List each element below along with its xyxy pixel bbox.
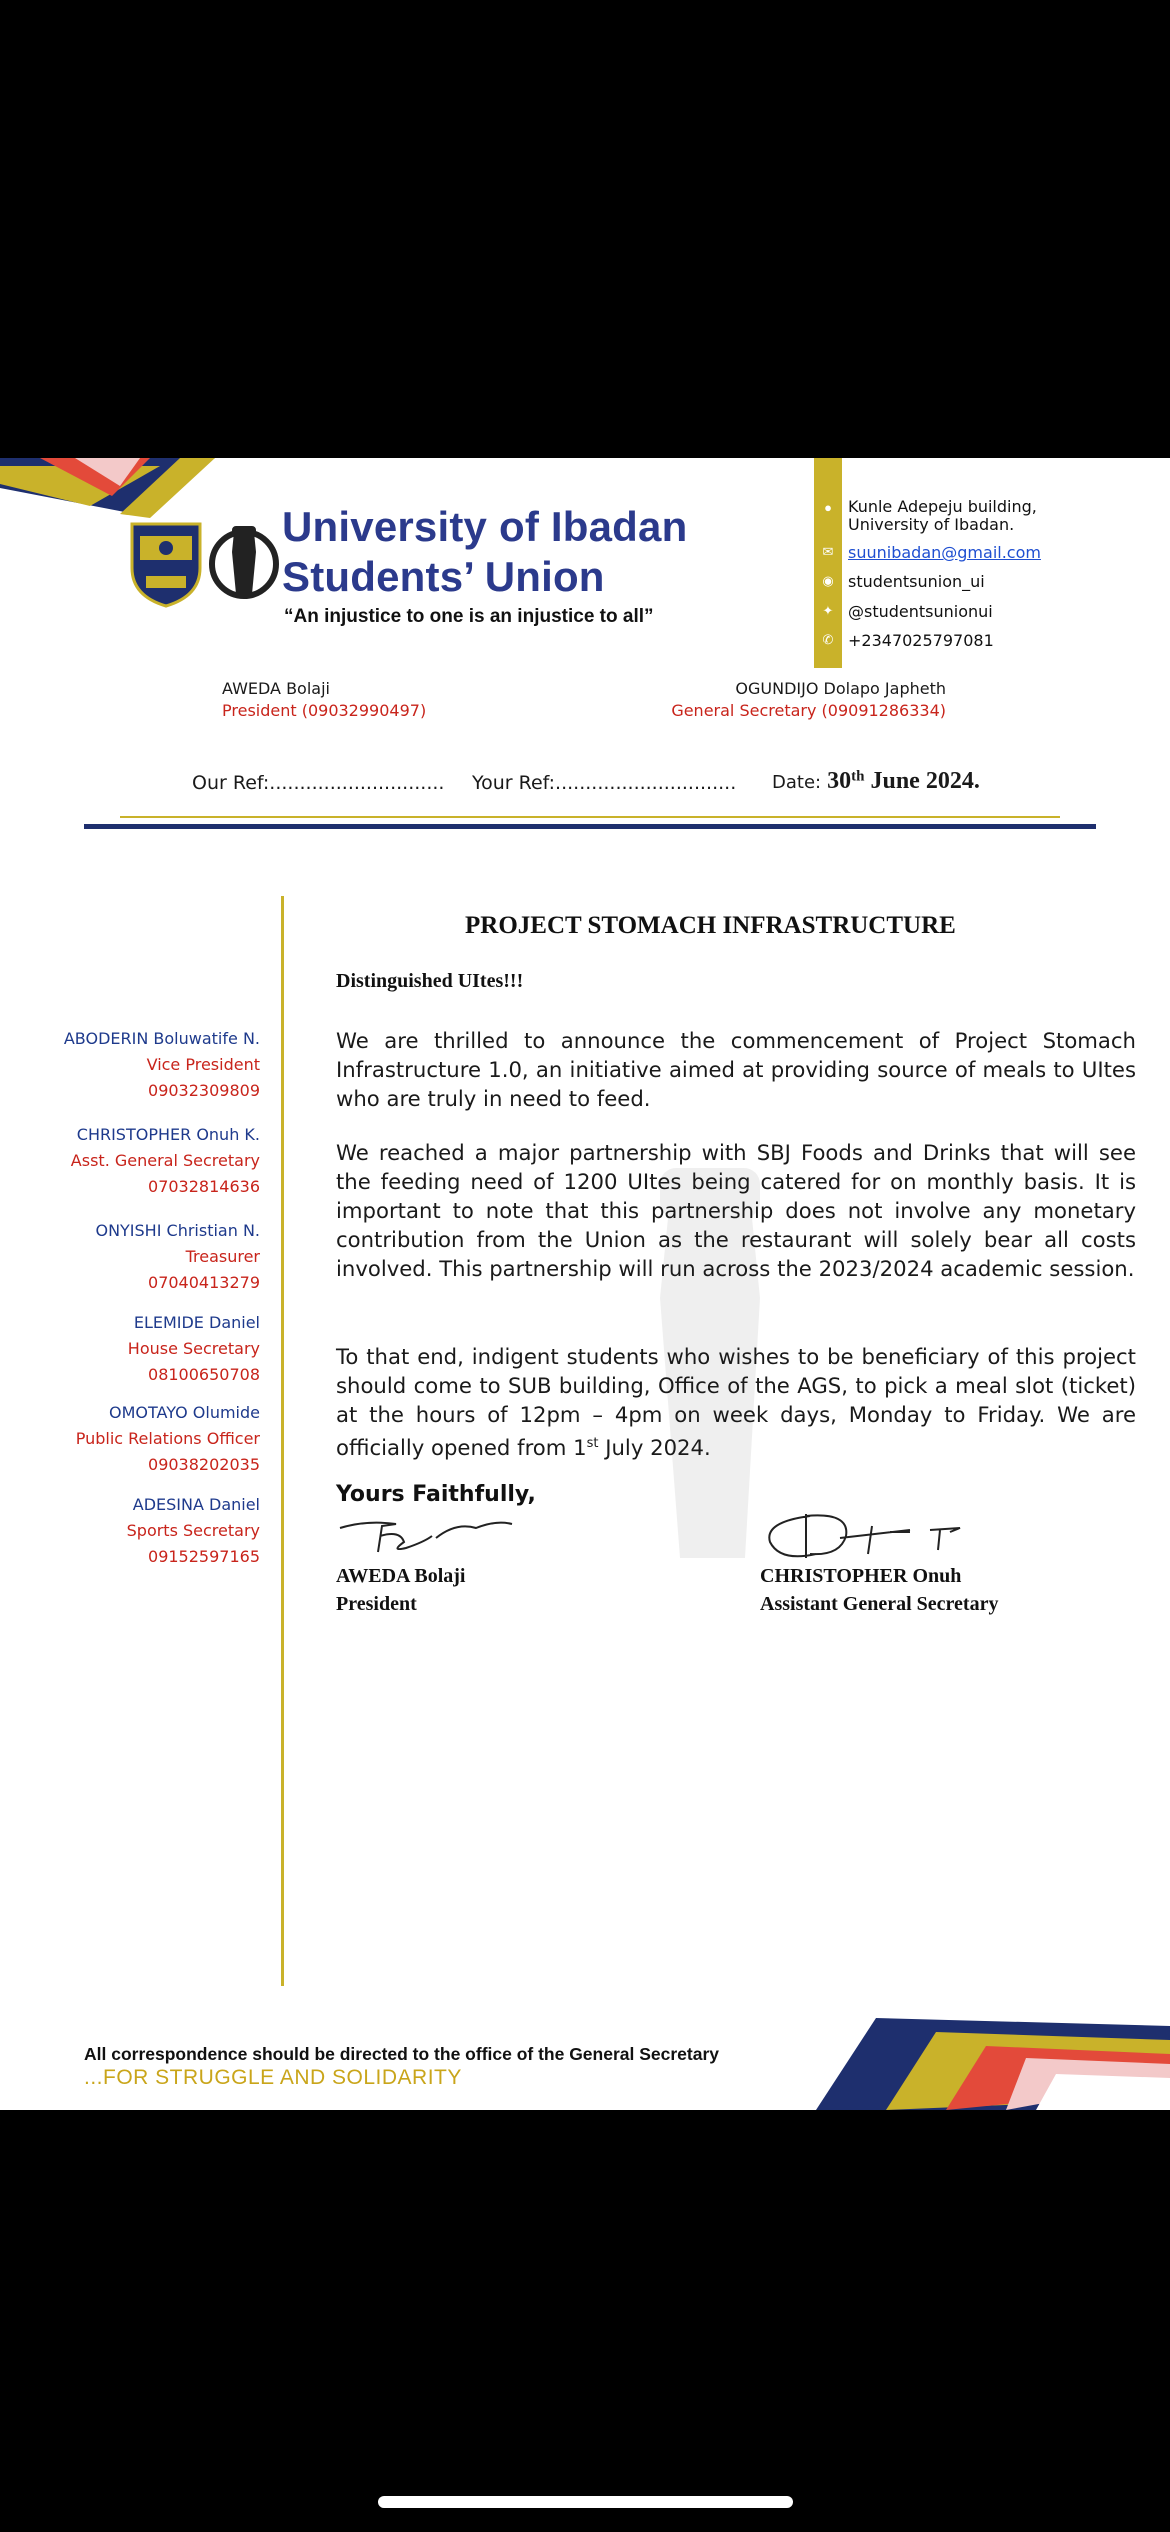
executive-name: ABODERIN Boluwatife N. <box>63 1029 260 1048</box>
paragraph-2: We reached a major partnership with SBJ Foods and Drinks that will see the feeding need of 1200 UItes being catered for on monthly basis. It is important to note that this partnership does not involve any monetary contribution from the Union as the restaurant will solely bear all costs involved. This partnership will run across the 2023/2024 academic session. <box>336 1140 1136 1281</box>
contact-twitter: @studentsunionui <box>848 602 993 621</box>
executive-name: OMOTAYO Olumide <box>108 1403 260 1422</box>
our-ref: Our Ref:............................. <box>192 772 445 794</box>
union-motto: “An injustice to one is an injustice to all” <box>284 606 654 627</box>
signatory-president <box>336 1562 465 1618</box>
date-rest: June 2024. <box>864 768 980 794</box>
general-secretary-block <box>671 678 946 722</box>
executive-role: Asst. General Secretary <box>70 1151 260 1170</box>
signatory-president-name: AWEDA Bolaji <box>336 1565 466 1587</box>
header-divider-navy <box>84 824 1096 829</box>
date-day: 30 <box>827 768 852 794</box>
sidebar-divider <box>281 896 284 1986</box>
signatory-secretary-name: CHRISTOPHER Onuh <box>760 1565 962 1587</box>
address-line1: Kunle Adepeju building, <box>848 497 1037 516</box>
signatory-secretary <box>760 1562 998 1618</box>
executive-phone: 09032309809 <box>148 1081 260 1100</box>
paragraph-1: We are thrilled to announce the commencement of Project Stomach Infrastructure 1.0, an initiative aimed at providing source of meals to UItes who are truly in need to feed. <box>336 1028 1136 1111</box>
paragraph-3-end: July 2024. <box>598 1435 711 1461</box>
paragraph-3 <box>336 1342 1136 1462</box>
executive-name: CHRISTOPHER Onuh K. <box>76 1125 260 1144</box>
executive-phone: 07032814636 <box>148 1177 260 1196</box>
contact-address <box>848 498 1037 534</box>
letter-date <box>772 768 980 795</box>
footer-stripes-decoration <box>816 2018 1170 2110</box>
organization-name-line2: Students’ Union <box>282 553 605 600</box>
secretary-signature <box>760 1508 980 1564</box>
date-label: Date: <box>772 772 822 793</box>
home-indicator[interactable] <box>378 2496 793 2508</box>
date-suffix: th <box>851 768 865 785</box>
executive-phone: 07040413279 <box>148 1273 260 1292</box>
contact-instagram: studentsunion_ui <box>848 572 985 591</box>
president-role: President (09032990497) <box>222 701 427 720</box>
footer-motto: ...FOR STRUGGLE AND SOLIDARITY <box>84 2066 462 2089</box>
header-divider-gold <box>120 816 1060 818</box>
instagram-icon: ◉ <box>822 573 834 588</box>
general-secretary-role: General Secretary (09091286334) <box>671 701 946 720</box>
executive-name: ONYISHI Christian N. <box>95 1221 260 1240</box>
president-signature <box>336 1512 516 1562</box>
president-name: AWEDA Bolaji <box>222 679 330 698</box>
executive-house-secretary <box>128 1310 260 1388</box>
letter-title: PROJECT STOMACH INFRASTRUCTURE <box>465 912 956 939</box>
whatsapp-icon: ✆ <box>822 632 834 647</box>
contact-email[interactable]: suunibadan@gmail.com <box>848 543 1041 562</box>
general-secretary-name: OGUNDIJO Dolapo Japheth <box>735 679 946 698</box>
letter-page <box>0 458 1170 2110</box>
address-line2: University of Ibadan. <box>848 515 1015 534</box>
paragraph-3-main: To that end, indigent students who wishes to be beneficiary of this project should come to SUB building, Office of the AGS, to pick a meal slot (ticket) at the hours of 12pm – 4pm on week days, Monday to Friday. We are officially opened from 1 <box>336 1344 1136 1461</box>
salutation: Distinguished UItes!!! <box>336 970 524 992</box>
executive-role: House Secretary <box>127 1339 260 1358</box>
footer-note: All correspondence should be directed to the office of the General Secretary <box>84 2044 720 2064</box>
executive-phone: 08100650708 <box>148 1365 260 1384</box>
valediction: Yours Faithfully, <box>336 1482 536 1507</box>
executive-asst-general-secretary <box>71 1122 260 1200</box>
signatory-secretary-title: Assistant General Secretary <box>760 1593 999 1615</box>
executive-phone: 09152597165 <box>148 1547 260 1566</box>
executive-vice-president <box>64 1026 260 1104</box>
executive-role: Public Relations Officer <box>75 1429 260 1448</box>
executive-role: Treasurer <box>185 1247 260 1266</box>
signatory-president-title: President <box>336 1593 417 1615</box>
executive-name: ELEMIDE Daniel <box>133 1313 260 1332</box>
executive-role: Sports Secretary <box>126 1521 260 1540</box>
mail-icon: ✉ <box>822 544 834 559</box>
executive-role: Vice President <box>146 1055 260 1074</box>
twitter-icon: ✦ <box>822 603 834 618</box>
organization-name <box>282 502 687 602</box>
location-pin-icon: ● <box>824 500 832 515</box>
executive-name: ADESINA Daniel <box>132 1495 260 1514</box>
organization-name-line1: University of Ibadan <box>282 503 688 550</box>
university-crest-logo <box>126 518 206 608</box>
your-ref: Your Ref:.............................. <box>472 772 737 794</box>
executive-phone: 09038202035 <box>148 1455 260 1474</box>
executive-sports-secretary <box>127 1492 260 1570</box>
executive-public-relations-officer <box>76 1400 260 1478</box>
president-block <box>222 678 426 722</box>
students-union-fist-logo <box>208 512 280 612</box>
contact-whatsapp: +2347025797081 <box>848 631 994 650</box>
executive-treasurer <box>95 1218 260 1296</box>
paragraph-3-suffix: st <box>586 1436 599 1451</box>
